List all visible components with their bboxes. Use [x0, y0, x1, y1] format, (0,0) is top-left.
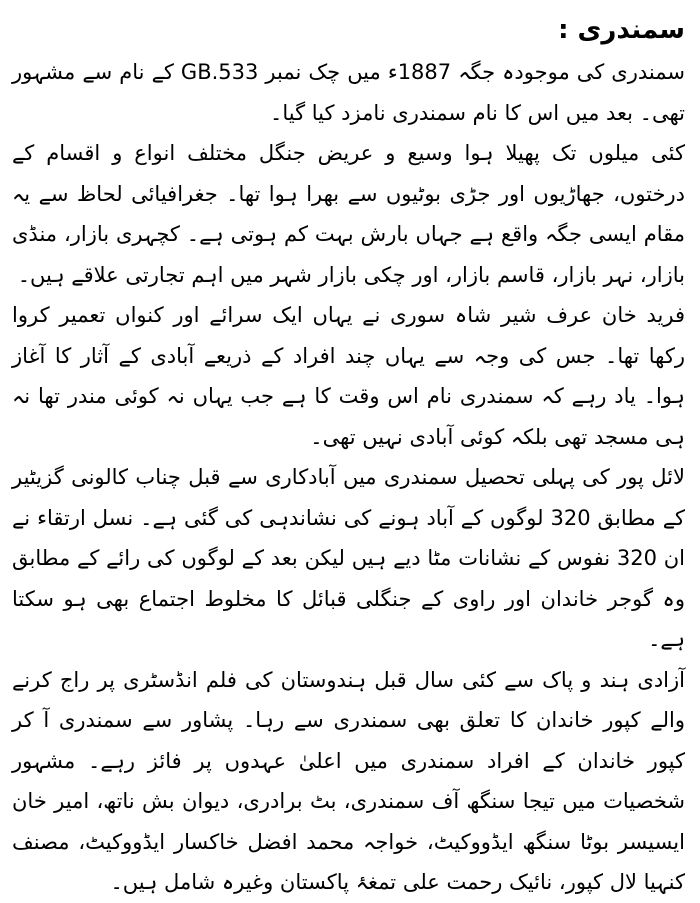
paragraph-geography: کئی میلوں تک پھیلا ہوا وسیع و عریض جنگل مختلف انواع و اقسام کے درختوں، جھاڑیوں اور جڑی بوٹیوں سے بھرا ہوا تھا۔ جغرافیائی لحاظ سے یہ مقام ایسی جگہ واقع ہے جہاں بارش بہت کم ہوتی ہے۔ کچہری بازار، منڈی بازار، نہر بازار، قاسم بازار، اور چکی بازار شہر میں اہم تجارتی علاقے ہیں۔: [12, 141, 685, 287]
paragraph-settlement: لائل پور کی پہلی تحصیل سمندری میں آبادکاری سے قبل چناب کالونی گزیٹیر کے مطابق 320 لوگوں کے آباد ہونے کی نشاندہی کی گئی ہے۔ نسل ارتقاء نے ان 320 نفوس کے نشانات مٹا دیے ہیں لیکن بعد کے لوگوں کی رائے کے مطابق وہ گوجر خاندان اور راوی کے جنگلی قبائل کا مخلوط اجتماع بھی ہو سکتا ہے۔: [12, 465, 685, 651]
paragraph-history: فرید خان عرف شیر شاہ سوری نے یہاں ایک سرائے اور کنواں تعمیر کروا رکھا تھا۔ جس کی وجہ سے یہاں چند افراد کے ذریعے آبادی کے آثار کا آغاز ہوا۔ یاد رہے کہ سمندری نام اس وقت کا ہے جب یہاں نہ کوئی مندر تھا نہ ہی مسجد تھی بلکہ کوئی آبادی نہیں تھی۔: [12, 303, 685, 449]
paragraph-personalities: آزادی ہند و پاک سے کئی سال قبل ہندوستان کی فلم انڈسٹری پر راج کرنے والے کپور خاندان کا تعلق بھی سمندری سے رہا۔ پشاور سے سمندری آ کر کپور خاندان کے افراد سمندری میں اعلیٰ عہدوں پر فائز رہے۔ مشہور شخصیات میں تیجا سنگھ آف سمندری، بٹ برادری، دیوان بش ناتھ، امیر خان ایسیسر بوٹا سنگھ ایڈووکیٹ، خواجہ محمد افضل خاکسار ایڈووکیٹ، مصنف کنہیا لال کپور، نائیک رحمت علی تمغۂ پاکستان وغیرہ شامل ہیں۔: [12, 667, 685, 894]
page-title: سمندری :: [558, 15, 685, 45]
paragraph-origin: سمندری کی موجودہ جگہ 1887ء میں چک نمبر GB.533 کے نام سے مشہور تھی۔ بعد میں اس کا نام سمندری نامزد کیا گیا۔: [12, 60, 685, 125]
